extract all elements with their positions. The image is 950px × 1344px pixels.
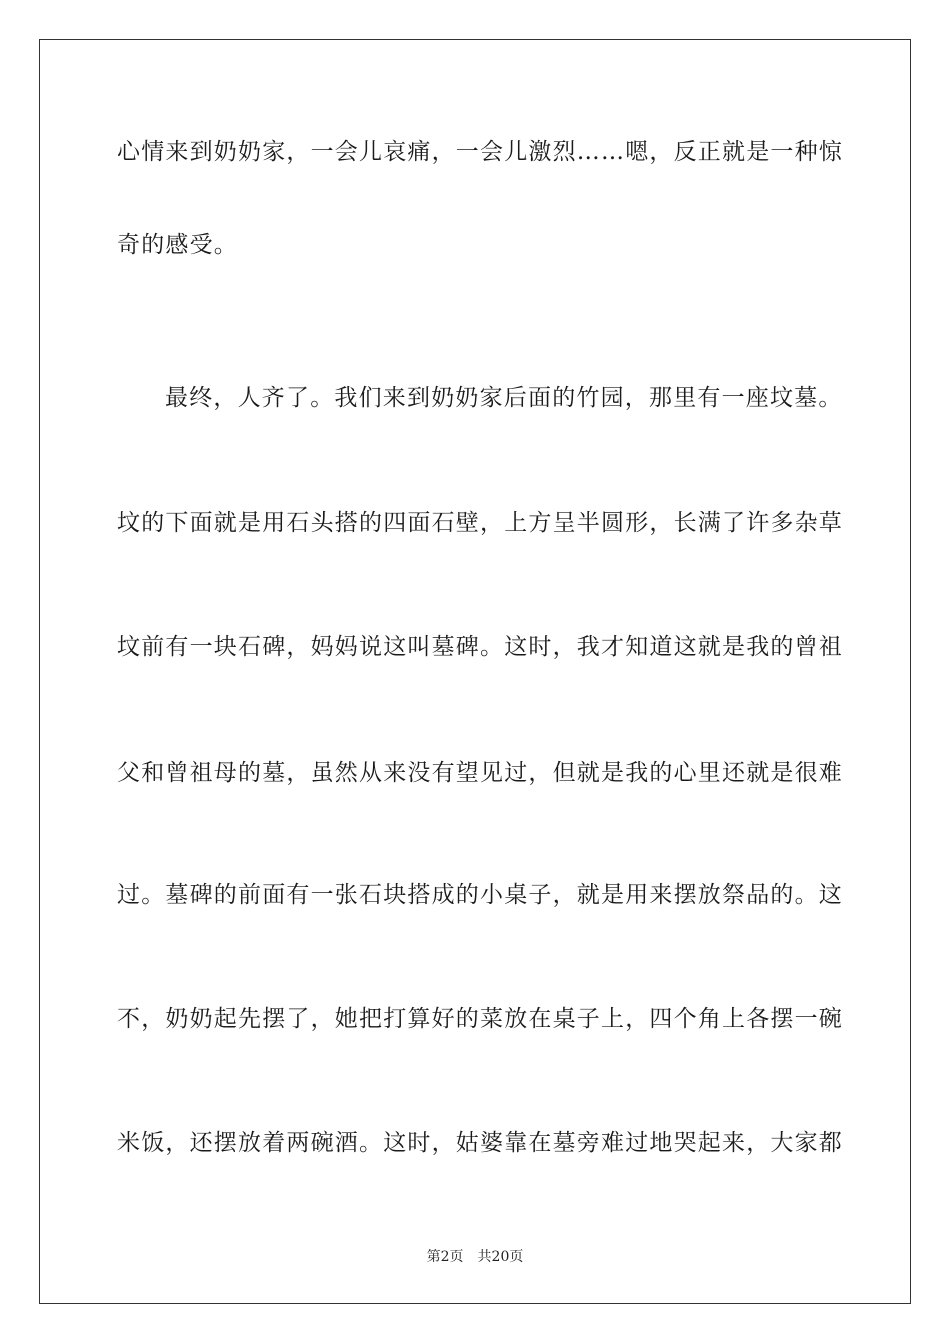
text-line-8: 不，奶奶起先摆了，她把打算好的菜放在桌子上，四个角上各摆一碗 bbox=[117, 1006, 843, 1032]
text-line-2: 奇的感受。 bbox=[117, 232, 238, 258]
text-line-5: 坟前有一块石碑，妈妈说这叫墓碑。这时，我才知道这就是我的曾祖 bbox=[117, 634, 843, 660]
page-border bbox=[39, 39, 911, 1304]
text-line-1: 心情来到奶奶家，一会儿哀痛，一会儿激烈……嗯，反正就是一种惊 bbox=[117, 139, 843, 165]
text-line-7: 过。墓碑的前面有一张石块搭成的小桌子，就是用来摆放祭品的。这 bbox=[117, 882, 843, 908]
page-footer bbox=[0, 1248, 950, 1266]
text-line-6: 父和曾祖母的墓，虽然从来没有望见过，但就是我的心里还就是很难 bbox=[117, 760, 843, 786]
page-number: 第2页 bbox=[426, 1249, 464, 1265]
paragraph-start-line: 最终，人齐了。我们来到奶奶家后面的竹园，那里有一座坟墓。 bbox=[165, 385, 843, 411]
text-line-4: 坟的下面就是用石头搭的四面石壁，上方呈半圆形，长满了许多杂草 bbox=[117, 510, 843, 536]
page-total: 共20页 bbox=[477, 1249, 524, 1265]
text-line-9: 米饭，还摆放着两碗酒。这时，姑婆靠在墓旁难过地哭起来，大家都 bbox=[117, 1130, 843, 1156]
